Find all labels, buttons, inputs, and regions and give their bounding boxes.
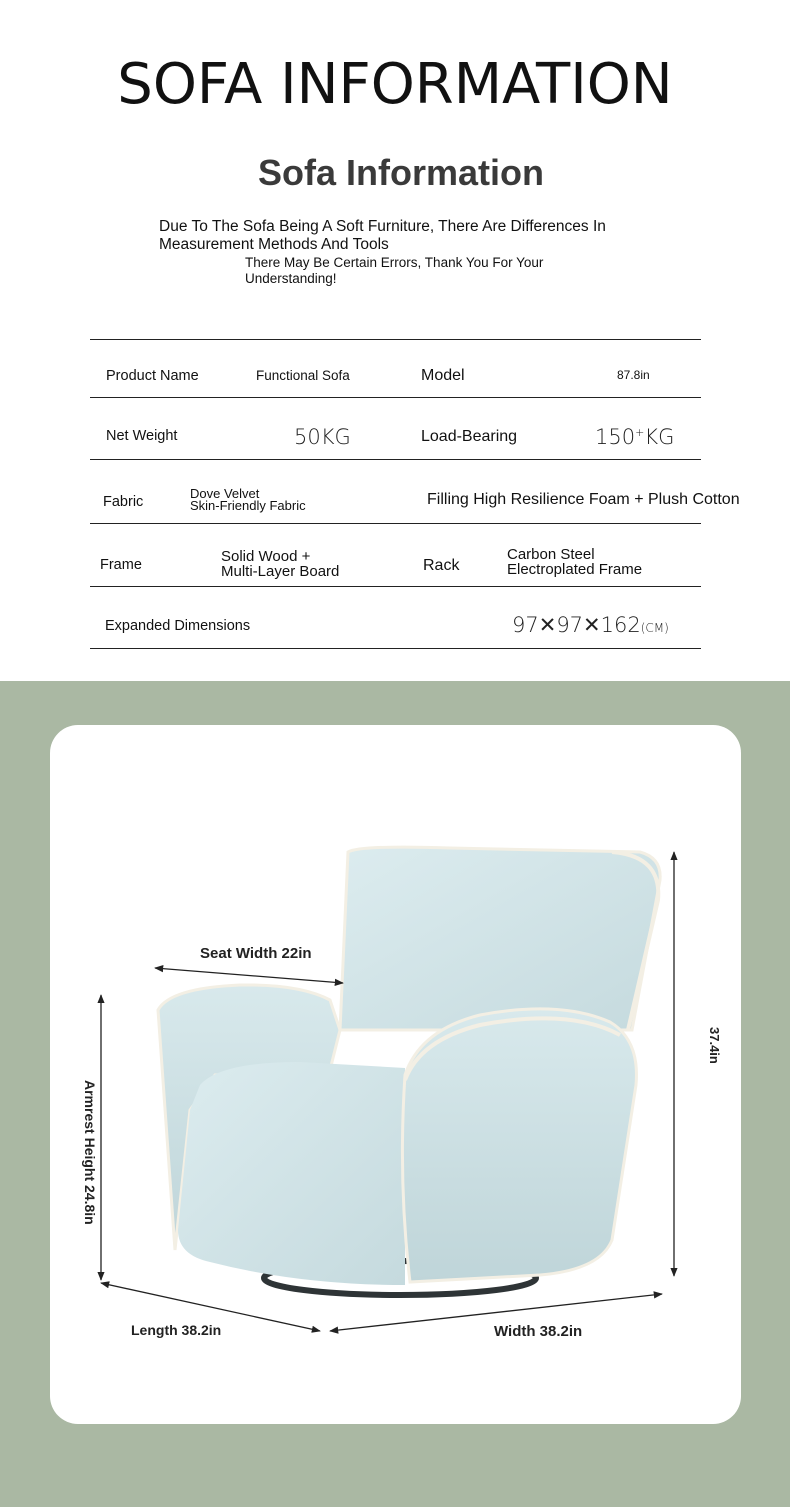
load-bearing-value: 150+KG — [595, 425, 675, 449]
sofa-backrest — [340, 847, 660, 1030]
section-title: Sofa Information — [258, 152, 544, 193]
width-label: Width 38.2in — [494, 1323, 583, 1340]
sofa-seat — [178, 1062, 405, 1285]
filling-label: Filling — [427, 491, 469, 508]
fabric-label: Fabric — [103, 494, 144, 510]
dimensions-value: 97✕97✕162(CM) — [512, 613, 669, 637]
load-bearing-label: Load-Bearing — [421, 428, 518, 445]
length-label: Length 38.2in — [131, 1322, 222, 1338]
height-label: 37.4in — [707, 1027, 722, 1064]
armrest-height-label: Armrest Height 24.8in — [82, 1080, 98, 1225]
error-note: There May Be Certain Errors, Thank You For Your Understanding! — [245, 255, 544, 286]
product-name-value: Functional Sofa — [256, 368, 350, 383]
sofa-right-arm — [402, 1009, 636, 1282]
net-weight-value: 50KG — [294, 425, 351, 449]
seat-width-arrow — [155, 968, 343, 983]
rack-label: Rack — [423, 557, 460, 574]
frame-label: Frame — [100, 557, 142, 573]
rack-value: Carbon Steel Electroplated Frame — [507, 546, 643, 578]
model-label: Model — [421, 367, 465, 384]
measurement-note: Due To The Sofa Being A Soft Furniture, There Are Differences In Measurement Methods And Tools — [159, 218, 606, 253]
page-title: SOFA INFORMATION — [117, 52, 673, 117]
net-weight-label: Net Weight — [106, 428, 178, 444]
product-name-label: Product Name — [106, 368, 199, 384]
seat-width-label: Seat Width 22in — [200, 945, 312, 962]
frame-value: Solid Wood + Multi-Layer Board — [221, 548, 340, 580]
fabric-value: Dove Velvet Skin-Friendly Fabric — [190, 486, 306, 513]
filling-value: High Resilience Foam + Plush Cotton — [473, 491, 740, 508]
model-value: 87.8in — [617, 368, 650, 382]
dimensions-label: Expanded Dimensions — [105, 618, 251, 634]
